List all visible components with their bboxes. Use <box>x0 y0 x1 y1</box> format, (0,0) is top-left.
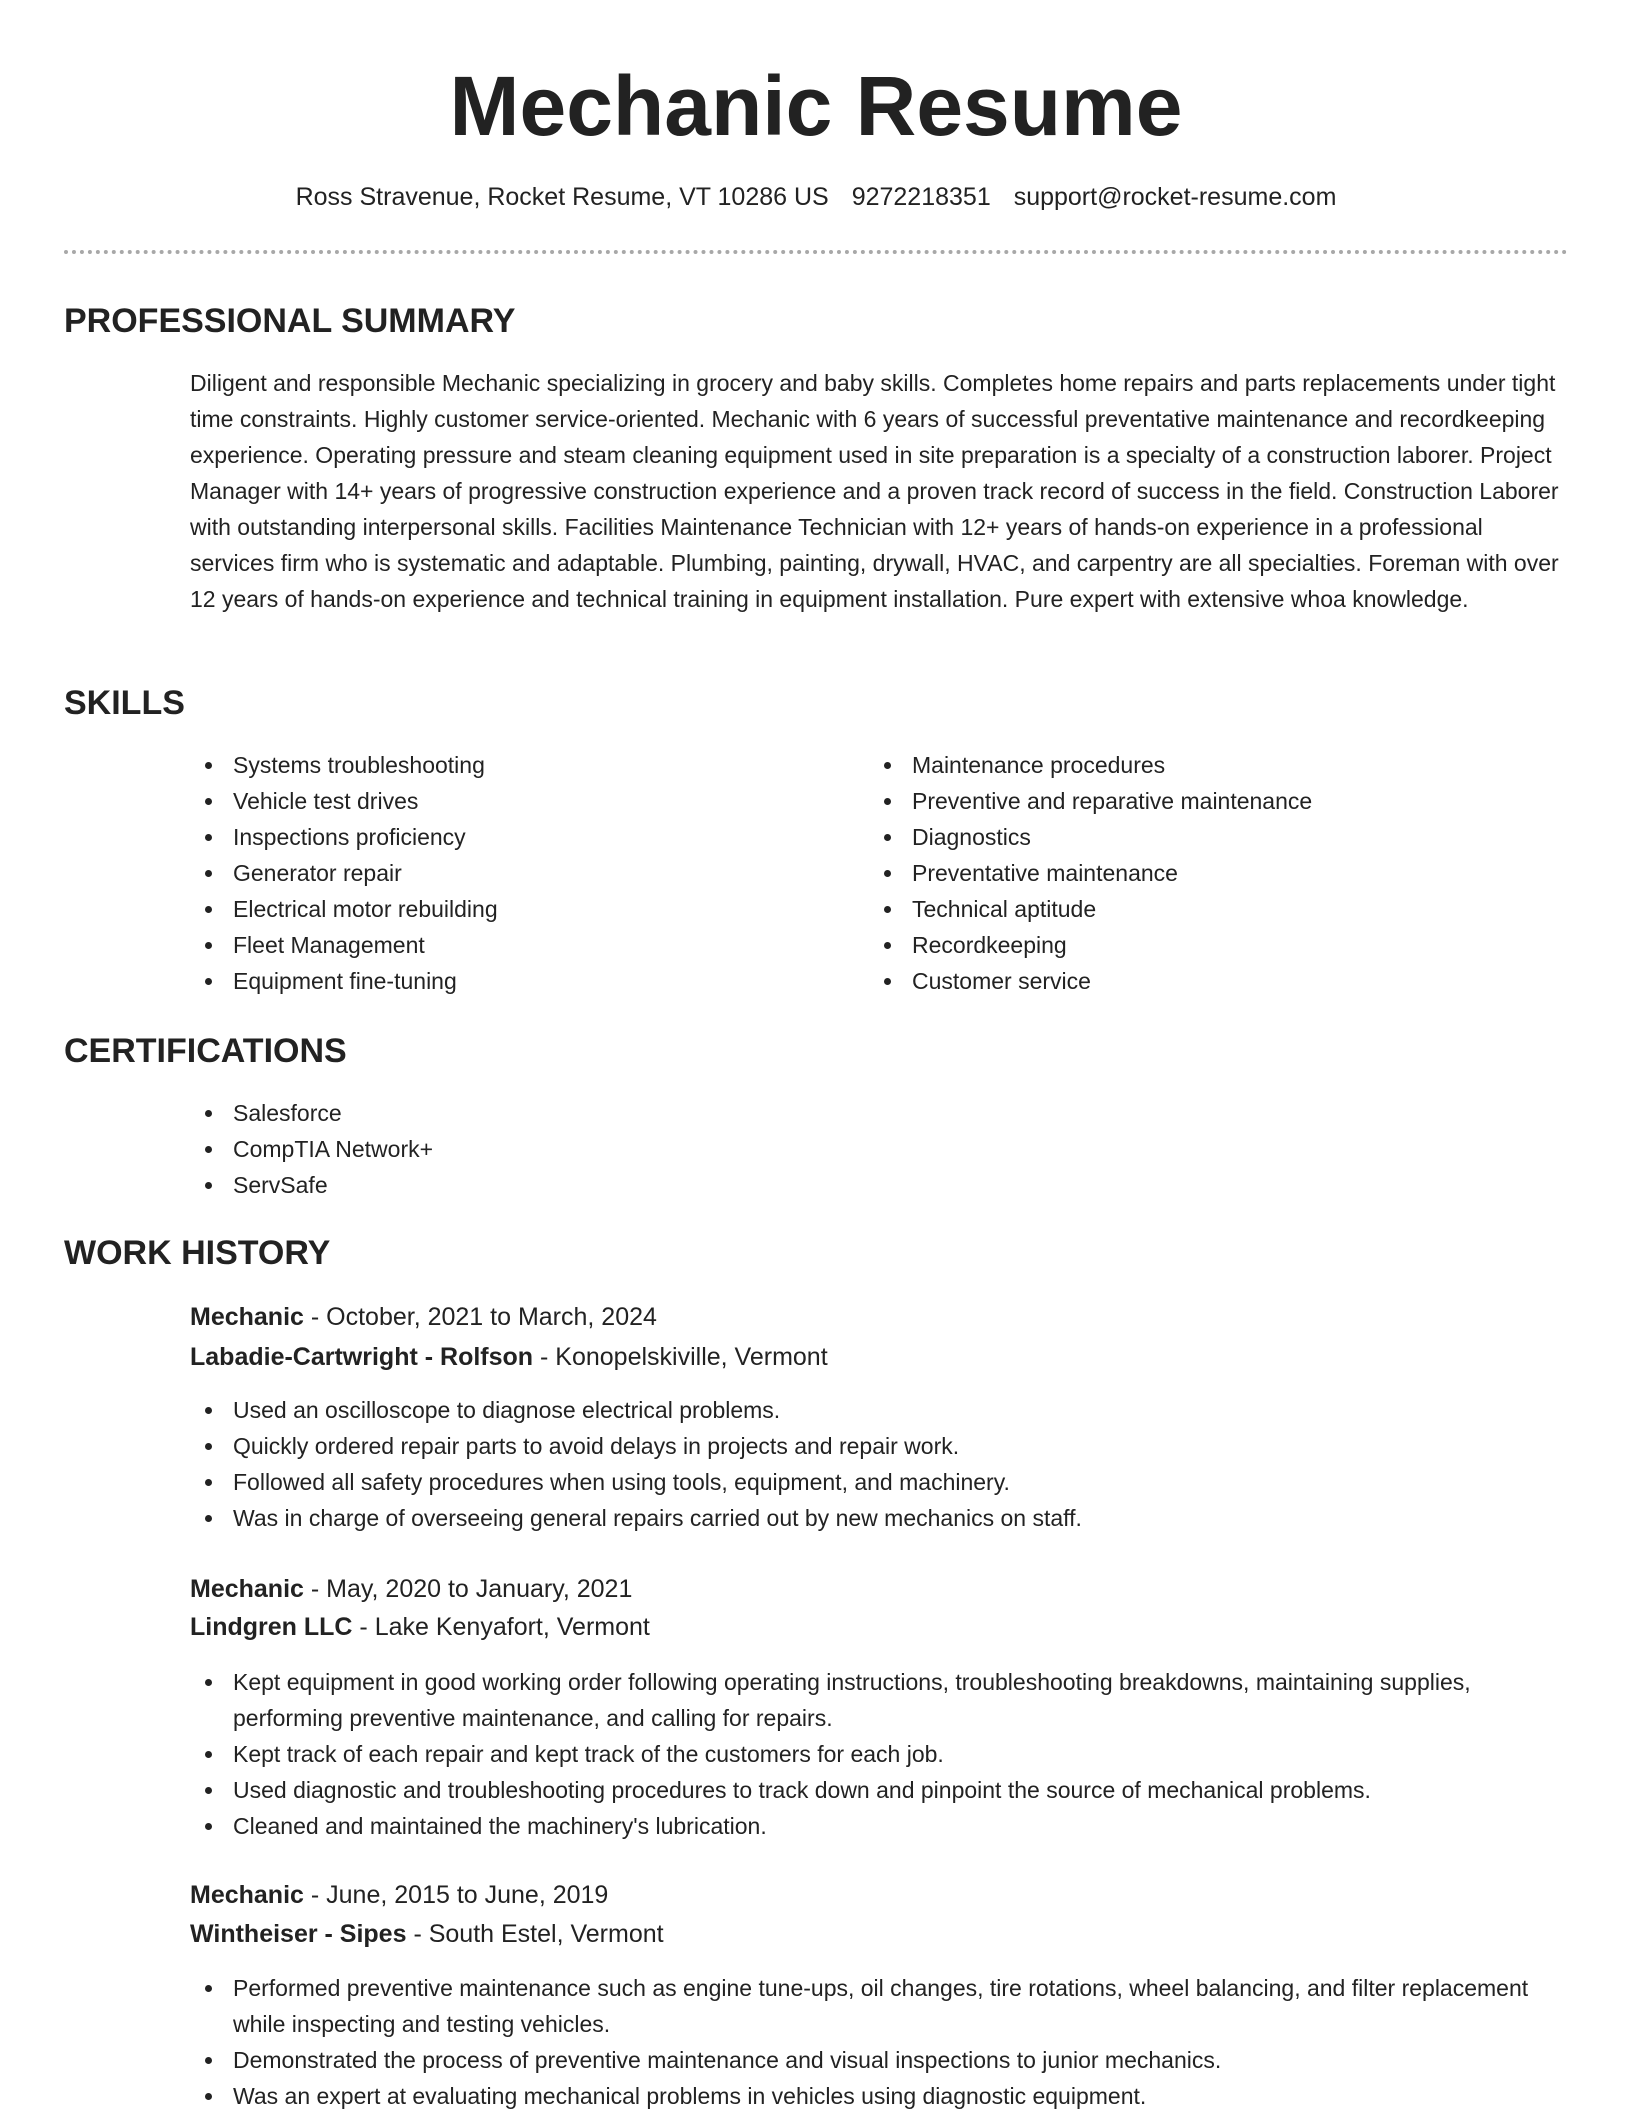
summary-text: Diligent and responsible Mechanic specializing in grocery and baby skills. Completes home repairs and parts replacements under tight time constraints. Highly customer service-oriented. Mechanic with 6 years of successful preventative maintenance and recordkeeping experience. Operating pressure and steam cleaning equipment used in site preparation is a specialty of a construction laborer. Project Manager with 14+ years of progressive construction experience and a proven track record of success in the field. Construction Laborer with outstanding interpersonal skills. Facilities Maintenance Technician with 12+ years of hands-on experience in a professional services firm who is systematic and adaptable. Plumbing, painting, drywall, HVAC, and carpentry are all specialties. Foreman with over 12 years of hands-on experience and technical training in equipment installation. Pure expert with extensive whoa knowledge. <box>190 370 1559 612</box>
job-bullet: Kept equipment in good working order following operating instructions, troubleshooting breakdowns, maintaining supplies, performing preventive maintenance, and calling for repairs. <box>190 1664 1560 1736</box>
job-title-line <box>190 1875 608 1915</box>
header-divider <box>64 250 1568 254</box>
skill-item: Equipment fine-tuning <box>190 963 830 999</box>
skill-item: Inspections proficiency <box>190 819 830 855</box>
job-dates: - October, 2021 to March, 2024 <box>303 1303 657 1331</box>
certification-item: ServSafe <box>190 1167 830 1203</box>
job-bullet: Demonstrated the process of preventive maintenance and visual inspections to junior mechanics. <box>190 2042 1560 2078</box>
job-bullet: Was in charge of overseeing general repairs carried out by new mechanics on staff. <box>190 1500 1560 1536</box>
resume-name: Mechanic Resume <box>449 59 1183 153</box>
skills-heading: SKILLS <box>64 684 185 722</box>
job-title-line <box>190 1297 657 1337</box>
job-bullet: Performed preventive maintenance such as engine tune-ups, oil changes, tire rotations, wheel balancing, and filter replacement while inspecting and testing vehicles. <box>190 1970 1560 2042</box>
job-company-line <box>190 1337 828 1377</box>
skill-item: Electrical motor rebuilding <box>190 891 830 927</box>
skill-item: Customer service <box>869 963 1549 999</box>
job-location: - Lake Kenyafort, Vermont <box>352 1613 650 1641</box>
job-bullet: Kept track of each repair and kept track of the customers for each job. <box>190 1736 1560 1772</box>
certifications-heading: CERTIFICATIONS <box>64 1032 347 1070</box>
job-bullet: Cleaned and maintained the machinery's lubrication. <box>190 1808 1560 1844</box>
skills-list-right <box>869 747 1549 999</box>
job-role: Mechanic <box>190 1575 304 1603</box>
certification-item: Salesforce <box>190 1095 830 1131</box>
job-dates: - May, 2020 to January, 2021 <box>303 1575 633 1603</box>
job-bullet: Was an expert at evaluating mechanical problems in vehicles using diagnostic equipment. <box>190 2078 1560 2114</box>
job-bullet: Used an oscilloscope to diagnose electrical problems. <box>190 1392 1560 1428</box>
skill-item: Recordkeeping <box>869 927 1549 963</box>
skill-item: Maintenance procedures <box>869 747 1549 783</box>
skill-item: Preventive and reparative maintenance <box>869 783 1549 819</box>
contact-line <box>0 181 1632 213</box>
summary-heading: PROFESSIONAL SUMMARY <box>64 302 516 340</box>
skill-item: Generator repair <box>190 855 830 891</box>
skills-list-left <box>190 747 830 999</box>
skill-item: Technical aptitude <box>869 891 1549 927</box>
job-role: Mechanic <box>190 1881 304 1909</box>
job-role: Mechanic <box>190 1303 304 1331</box>
job-location: - South Estel, Vermont <box>406 1920 664 1948</box>
job-bullet: Used diagnostic and troubleshooting procedures to track down and pinpoint the source of mechanical problems. <box>190 1772 1560 1808</box>
job-dates: - June, 2015 to June, 2019 <box>303 1881 609 1909</box>
contact-address: Ross Stravenue, Rocket Resume, VT 10286 US <box>295 183 829 211</box>
work-history-heading: WORK HISTORY <box>64 1234 331 1272</box>
job-company-line <box>190 1914 664 1954</box>
skill-item: Preventative maintenance <box>869 855 1549 891</box>
job-bullets <box>190 1970 1560 2114</box>
skill-item: Fleet Management <box>190 927 830 963</box>
contact-email: support@rocket-resume.com <box>1013 183 1337 211</box>
job-company-line <box>190 1607 650 1647</box>
job-company: Wintheiser - Sipes <box>190 1920 407 1948</box>
certifications-list <box>190 1095 830 1203</box>
job-company: Labadie-Cartwright - Rolfson <box>190 1343 534 1371</box>
skill-item: Diagnostics <box>869 819 1549 855</box>
contact-phone: 9272218351 <box>851 183 991 211</box>
skill-item: Vehicle test drives <box>190 783 830 819</box>
job-location: - Konopelskiville, Vermont <box>533 1343 828 1371</box>
certification-item: CompTIA Network+ <box>190 1131 830 1167</box>
job-bullet: Followed all safety procedures when using tools, equipment, and machinery. <box>190 1464 1560 1500</box>
skill-item: Systems troubleshooting <box>190 747 830 783</box>
job-bullets <box>190 1664 1560 1844</box>
job-title-line <box>190 1569 632 1609</box>
job-bullet: Quickly ordered repair parts to avoid delays in projects and repair work. <box>190 1428 1560 1464</box>
job-company: Lindgren LLC <box>190 1613 353 1641</box>
job-bullets <box>190 1392 1560 1536</box>
